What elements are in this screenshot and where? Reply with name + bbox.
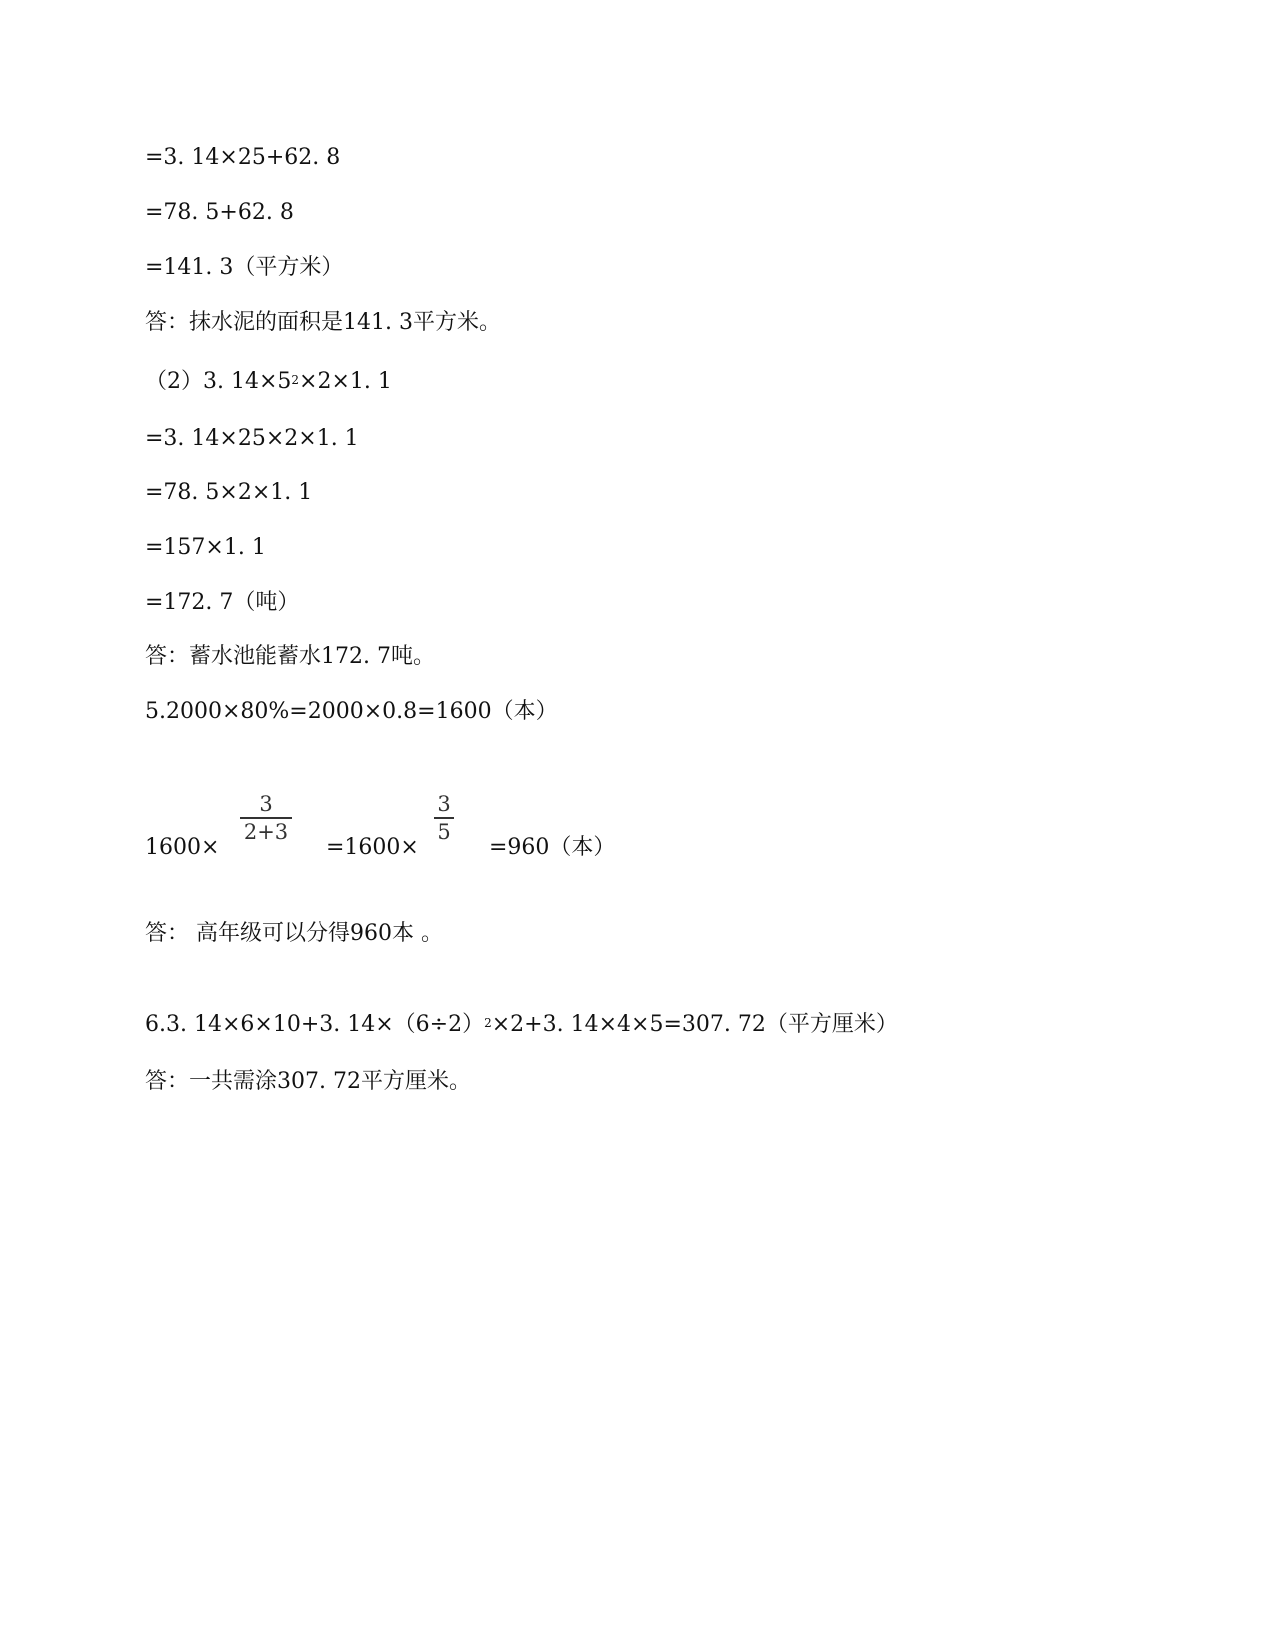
fraction-1-bar bbox=[240, 817, 292, 819]
calc-line-5 bbox=[145, 368, 392, 398]
calc-line-8: =157×1. 1 bbox=[145, 535, 266, 560]
answer-line-2: 答：蓄水池能蓄水172. 7吨。 bbox=[145, 644, 435, 669]
fraction-1-numerator: 3 bbox=[259, 792, 273, 816]
calc-line-2: =78. 5+62. 8 bbox=[145, 200, 294, 225]
superscript-2b: 2 bbox=[484, 1016, 492, 1030]
fraction-1 bbox=[240, 792, 292, 844]
calc-line-9: =172. 7（吨） bbox=[145, 590, 300, 615]
calc-line-7: =78. 5×2×1. 1 bbox=[145, 480, 313, 505]
fraction-seg-3: =960（本） bbox=[489, 835, 616, 860]
calc-line-11: 5.2000×80%=2000×0.8=1600（本） bbox=[145, 699, 558, 724]
calc-line-6: =3. 14×25×2×1. 1 bbox=[145, 426, 359, 451]
fraction-1-denominator: 2+3 bbox=[243, 819, 289, 844]
answer-line-3: 答： 高年级可以分得960本 。 bbox=[145, 921, 443, 946]
calc-line-14 bbox=[145, 1011, 898, 1041]
fraction-seg-2: =1600× bbox=[326, 835, 419, 860]
fraction-2 bbox=[434, 792, 454, 844]
superscript-2: 2 bbox=[291, 373, 300, 387]
answer-line-1: 答：抹水泥的面积是141. 3平方米。 bbox=[145, 310, 501, 335]
calc-line-5-pre: （2）3. 14×5 bbox=[145, 369, 292, 394]
calc-line-14-post: ×2+3. 14×4×5=307. 72（平方厘米） bbox=[491, 1012, 898, 1037]
fraction-2-numerator: 3 bbox=[437, 792, 451, 816]
fraction-2-denominator: 5 bbox=[437, 819, 451, 844]
fraction-seg-1: 1600× bbox=[145, 835, 220, 860]
fraction-2-bar bbox=[434, 817, 454, 819]
calc-line-14-pre: 6.3. 14×6×10+3. 14×（6÷2） bbox=[145, 1012, 485, 1037]
calc-line-1: =3. 14×25+62. 8 bbox=[145, 145, 341, 170]
calc-line-3: =141. 3（平方米） bbox=[145, 255, 344, 280]
answer-line-4: 答：一共需涂307. 72平方厘米。 bbox=[145, 1069, 471, 1094]
calc-line-5-post: ×2×1. 1 bbox=[299, 369, 392, 394]
